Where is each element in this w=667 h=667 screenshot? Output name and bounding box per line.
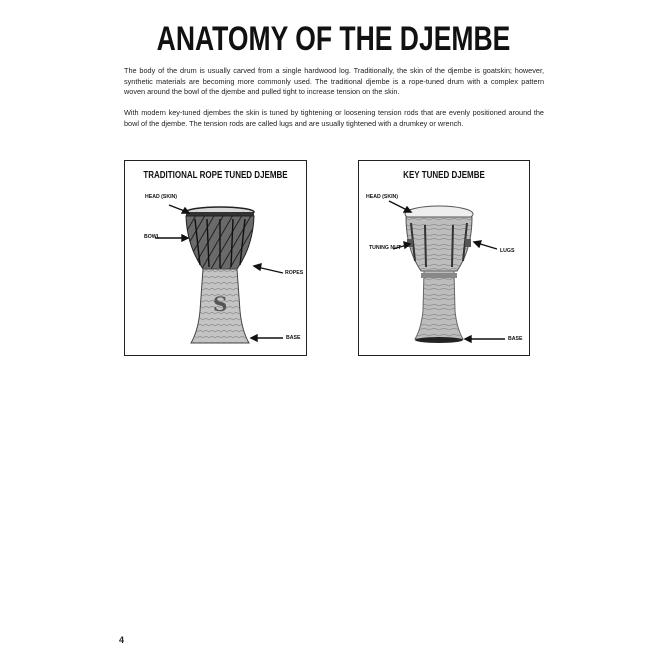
tuning-nut-label: TUNING NUT	[369, 245, 401, 251]
lugs-label: LUGS	[500, 248, 515, 254]
head-skin-label: HEAD (SKIN)	[145, 194, 177, 200]
page-title: ANATOMY OF THE DJEMBE	[156, 20, 511, 58]
base-label: BASE	[508, 336, 523, 342]
page-number: 4	[119, 635, 125, 645]
traditional-figure-title: TRADITIONAL ROPE TUNED DJEMBE	[143, 170, 288, 181]
key-tuned-figure-title: KEY TUNED DJEMBE	[403, 170, 485, 181]
head-skin-label: HEAD (SKIN)	[366, 194, 398, 200]
ropes-label: ROPES	[285, 270, 304, 276]
intro-paragraph: The body of the drum is usually carved from a single hardwood log. Traditionally, the skin of the djembe is goatskin; however, synthetic materials are becoming more commonly used. The traditional djembe is a rope-tuned drum with a complex pattern woven around the bowl of the djembe and pulled tight to increase tension on the skin.	[124, 66, 544, 97]
key-djembe-illustration	[359, 161, 531, 357]
bowl-label: BOWL	[144, 234, 160, 240]
key-tuned-djembe-figure	[358, 160, 530, 356]
tuning-paragraph: With modern key-tuned djembes the skin is tuned by tightening or loosening tension rods that are evenly positioned around the bowl of the djembe. The tension rods are called lugs and are usually tightened with a drumkey or wrench.	[124, 108, 544, 128]
base-label: BASE	[286, 335, 301, 341]
rope-djembe-illustration	[125, 161, 308, 357]
traditional-djembe-figure	[124, 160, 307, 356]
svg-text:S: S	[213, 292, 228, 316]
